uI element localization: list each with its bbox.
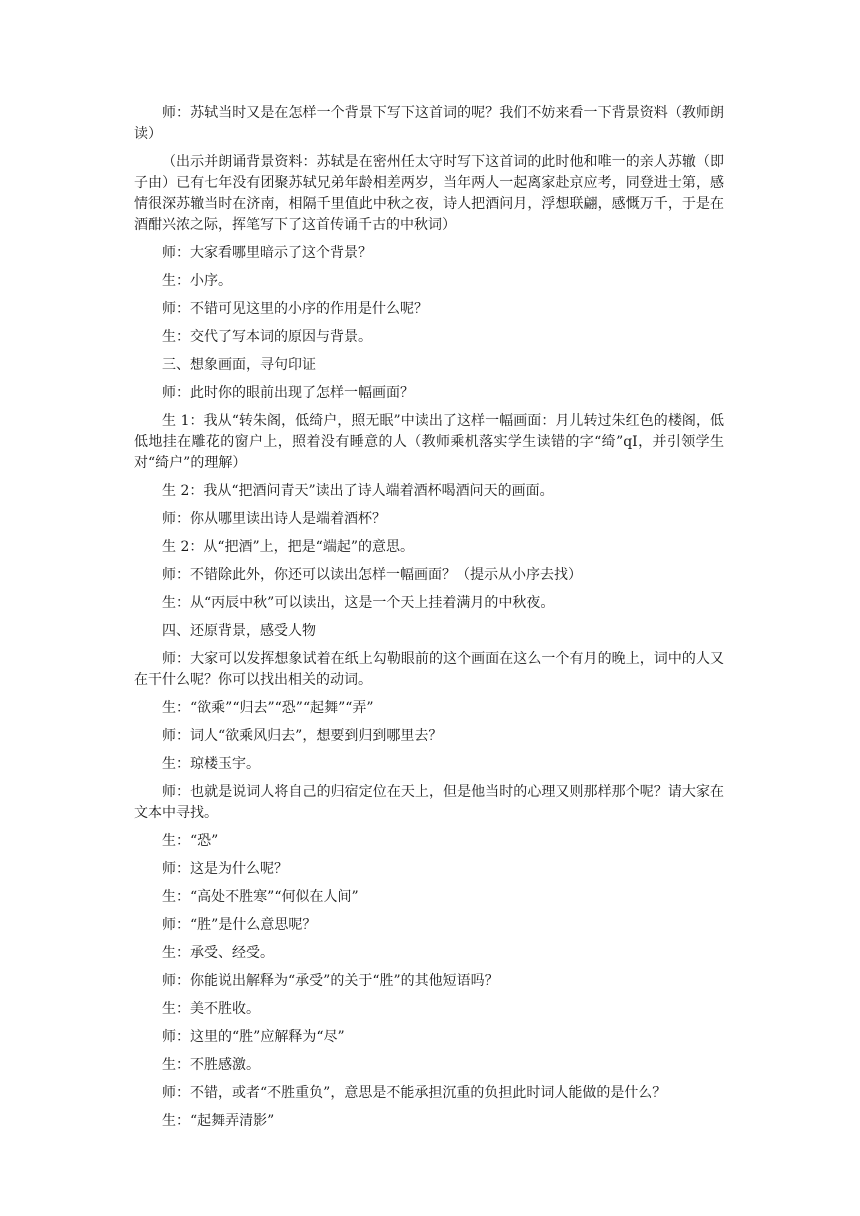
paragraph: 生：琼楼玉宇。 <box>162 756 260 772</box>
paragraph: 生：承受、经受。 <box>162 945 274 961</box>
paragraph: 师：不错可见这里的小序的作用是什么呢？ <box>162 301 428 317</box>
paragraph: 师：也就是说词人将自己的归宿定位在天上，但是他当时的心理又则那样那个呢？请大家在文本中寻找。 <box>134 784 724 821</box>
paragraph: 生：“恐” <box>162 833 219 849</box>
paragraph: 师：你能说出解释为“承受”的关于“胜”的其他短语吗？ <box>162 973 499 989</box>
paragraph: 生：“欲乘”“归去”“恐”“起舞”“弄” <box>162 700 374 716</box>
document-body <box>134 103 724 1139</box>
paragraph: 师：这是为什么呢？ <box>162 861 288 877</box>
paragraph: 生：不胜感激。 <box>162 1057 260 1073</box>
paragraph: 生 2：我从“把酒问青天”读出了诗人端着酒杯喝酒问天的画面。 <box>162 483 554 499</box>
paragraph: 生 2：从“把酒”上，把是“端起”的意思。 <box>162 539 414 555</box>
paragraph: 师：此时你的眼前出现了怎样一幅画面？ <box>162 385 414 401</box>
section-heading: 四、还原背景，感受人物 <box>162 623 316 639</box>
section-heading: 三、想象画面，寻句印证 <box>162 357 316 373</box>
paragraph: 生：美不胜收。 <box>162 1001 260 1017</box>
paragraph: 师：这里的“胜”应解释为“尽” <box>162 1029 345 1045</box>
paragraph: 师：你从哪里读出诗人是端着酒杯？ <box>162 511 386 527</box>
paragraph: 生：“高处不胜寒”“何似在人间” <box>162 889 359 905</box>
paragraph: 生：“起舞弄清影” <box>162 1113 275 1129</box>
paragraph: 师：不错，或者“不胜重负”，意思是不能承担沉重的负担此时词人能做的是什么？ <box>162 1085 667 1101</box>
paragraph: （出示并朗诵背景资料：苏轼是在密州任太守时写下这首词的此时他和唯一的亲人苏辙（即子由）已有七年没有团聚苏轼兄弟年龄相差两岁，当年两人一起离家赴京应考，同登进士第，感情很深苏辙当时在济南，相隔千里值此中秋之夜，诗人把酒问月，浮想联翩，感慨万千，于是在酒酣兴浓之际，挥笔写下了这首传诵千古的中秋词） <box>134 154 724 233</box>
paragraph: 师：不错除此外，你还可以读出怎样一幅画面？（提示从小序去找） <box>162 567 582 583</box>
paragraph: 师：大家看哪里暗示了这个背景？ <box>162 245 372 261</box>
paragraph: 师：“胜”是什么意思呢？ <box>162 917 317 933</box>
paragraph: 生 1：我从“转朱阁，低绮户，照无眠”中读出了这样一幅画面：月儿转过朱红色的楼阁，低低地挂在雕花的窗户上，照着没有睡意的人（教师乘机落实学生读错的字“绮”qI，并引领学生对“绮户”的理解） <box>134 413 724 471</box>
paragraph: 生：交代了写本词的原因与背景。 <box>162 329 372 345</box>
paragraph: 师：大家可以发挥想象试着在纸上勾勒眼前的这个画面在这么一个有月的晚上，词中的人又在干什么呢？你可以找出相关的动词。 <box>134 651 724 688</box>
paragraph: 师：苏轼当时又是在怎样一个背景下写下这首词的呢？我们不妨来看一下背景资料（教师朗读） <box>134 105 724 142</box>
paragraph: 生：从“丙辰中秋”可以读出，这是一个天上挂着满月的中秋夜。 <box>162 595 555 611</box>
paragraph: 生：小序。 <box>162 273 232 289</box>
paragraph: 师：词人“欲乘风归去”，想要到归到哪里去？ <box>162 728 443 744</box>
